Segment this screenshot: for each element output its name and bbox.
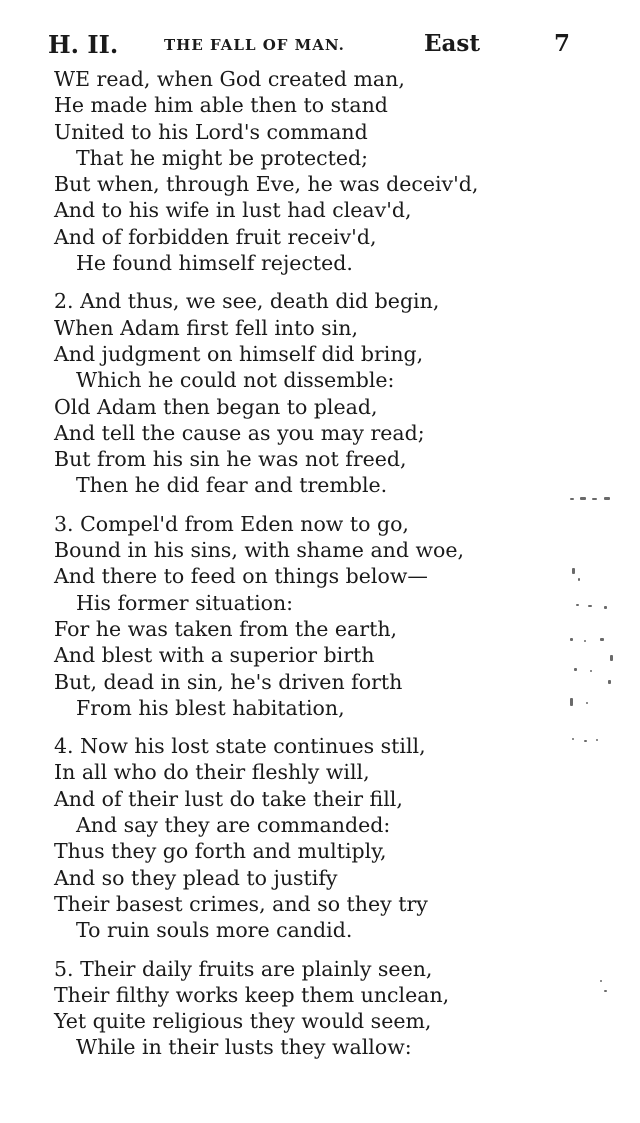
- ink-speck: [574, 668, 577, 671]
- verse-line: He made him able then to stand: [54, 93, 388, 118]
- verse-line: 3. Compel'd from Eden now to go,: [54, 511, 409, 536]
- verse-line: Which he could not dissemble:: [76, 368, 395, 393]
- verse-line: To ruin souls more candid.: [76, 918, 353, 943]
- tune-name: East: [424, 30, 481, 57]
- verse-line: 2. And thus, we see, death did begin,: [54, 289, 440, 314]
- verse-line: Bound in his sins, with shame and woe,: [54, 538, 465, 563]
- verse-line: Old Adam then began to plead,: [54, 394, 378, 419]
- stanza-5: [54, 956, 474, 1061]
- ink-speck: [604, 990, 607, 992]
- ink-speck: [604, 606, 607, 609]
- verse-line: In all who do their fleshly will,: [54, 760, 370, 785]
- ink-speck: [600, 980, 602, 982]
- ink-speck: [570, 698, 573, 706]
- ink-speck: [586, 702, 588, 704]
- verse-line: And blest with a superior birth: [54, 643, 375, 668]
- verse-line: For he was taken from the earth,: [54, 616, 398, 641]
- ink-speck: [584, 640, 586, 642]
- ink-speck: [600, 638, 604, 641]
- ink-speck: [572, 568, 575, 574]
- ink-speck: [588, 605, 592, 607]
- verse-line: Yet quite religious they would seem,: [54, 1009, 432, 1034]
- stanza-2: [54, 288, 474, 498]
- ink-speck: [580, 497, 586, 500]
- verse-line: But, dead in sin, he's driven forth: [54, 669, 403, 694]
- verse-line: That he might be protected;: [76, 145, 369, 170]
- ink-speck: [610, 655, 613, 661]
- hymn-text: [54, 66, 479, 1073]
- ink-speck: [608, 680, 611, 684]
- verse-line: United to his Lord's command: [54, 119, 368, 144]
- verse-line: Thus they go forth and multiply,: [54, 839, 387, 864]
- verse-line: And say they are commanded:: [76, 813, 391, 838]
- verse-line: From his blest habitation,: [76, 695, 345, 720]
- ink-speck: [576, 604, 579, 606]
- stanza-4: [54, 733, 474, 943]
- verse-line: And so they plead to justify: [54, 865, 338, 890]
- ink-speck: [604, 497, 610, 500]
- verse-line: WE read, when God created man,: [54, 67, 405, 91]
- verse-line: And to his wife in lust had cleav'd,: [54, 198, 412, 223]
- verse-line: Their filthy works keep them unclean,: [54, 982, 450, 1007]
- verse-line: And of forbidden fruit receiv'd,: [54, 224, 377, 249]
- ink-speck: [578, 578, 580, 581]
- verse-line: And of their lust do take their fill,: [54, 786, 403, 811]
- verse-line: While in their lusts they wallow:: [76, 1035, 412, 1060]
- stanza-3: [54, 511, 474, 721]
- verse-line: And there to feed on things below—: [54, 564, 428, 589]
- verse-line: And tell the cause as you may read;: [54, 420, 425, 445]
- bleed-through-marks: [560, 490, 630, 1010]
- verse-line: And judgment on himself did bring,: [54, 341, 424, 366]
- ink-speck: [592, 498, 597, 500]
- ink-speck: [570, 638, 573, 641]
- verse-line: But when, through Eve, he was deceiv'd,: [54, 172, 479, 197]
- verse-line: But from his sin he was not freed,: [54, 447, 407, 472]
- ink-speck: [590, 670, 592, 672]
- hymn-number: H. II.: [48, 30, 119, 59]
- verse-line: His former situation:: [76, 590, 294, 615]
- ink-speck: [570, 498, 574, 500]
- verse-line: When Adam first fell into sin,: [54, 315, 358, 340]
- hymn-title: THE FALL OF MAN.: [164, 36, 345, 54]
- verse-line: 5. Their daily fruits are plainly seen,: [54, 956, 433, 981]
- verse-line: Their basest crimes, and so they try: [54, 891, 428, 916]
- verse-line: Then he did fear and tremble.: [76, 473, 388, 498]
- verse-line: 4. Now his lost state continues still,: [54, 734, 426, 759]
- page-number: 7: [554, 30, 571, 57]
- ink-speck: [572, 738, 574, 740]
- verse-line: He found himself rejected.: [76, 251, 353, 276]
- ink-speck: [596, 739, 598, 741]
- stanza-1: [54, 66, 479, 276]
- page-header: [48, 30, 576, 60]
- ink-speck: [584, 740, 587, 742]
